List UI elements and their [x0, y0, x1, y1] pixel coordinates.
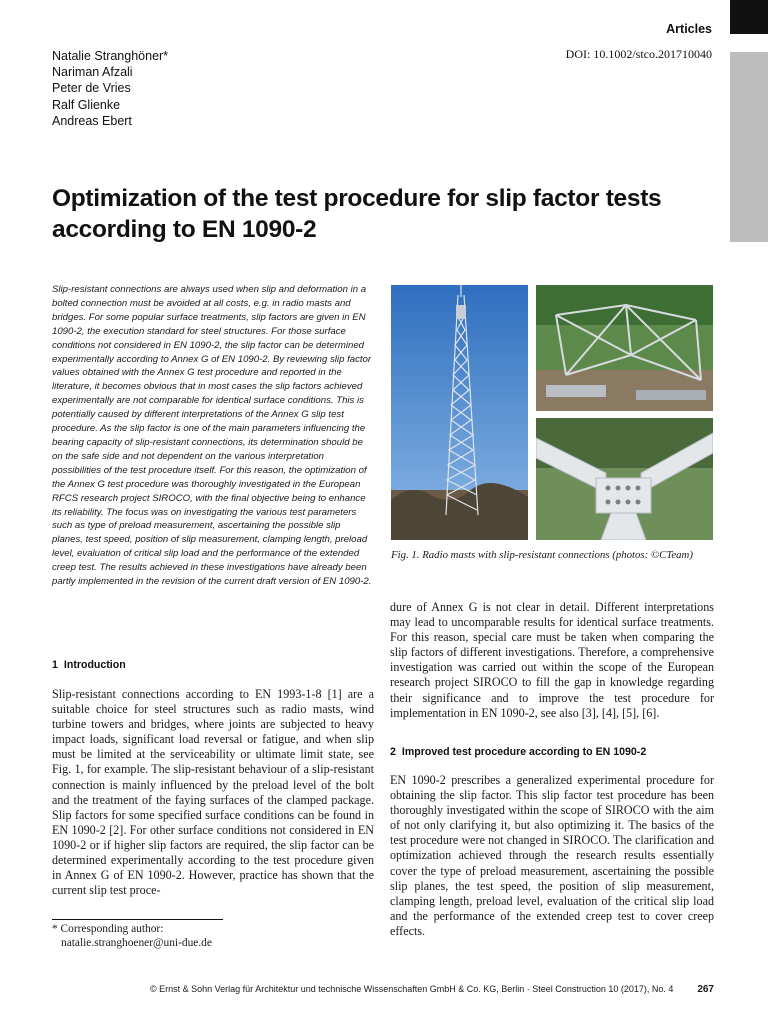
- author-name: Nariman Afzali: [52, 65, 133, 80]
- abstract: Slip-resistant connections are always used when slip and deformation in a bolted connection must be avoided at all costs, e.g. in radio masts and bridges. For some popular surface treatments, slip factors are given in EN 1090-2, the execution standard for steel structures. For those surface conditions not considered in EN 1090-2, the slip factor can be determined experimentally according to Annex G of EN 1090-2. By reviewing slip factor values obtained with the Annex G test procedure and reported in the literature, it becomes obvious that in most cases the slip factors achieved experimentally are not comparable for identical surface conditions. This is potentially caused by different interpretations of the Annex G slip test procedure. As the slip factor is one of the main parameters influencing the bearing capacity of slip-resistant connections, its determination should be on the safe side and not dependent on the various interpretation possibilities of the test procedure itself. For this reason, the optimization of the Annex G test procedure was thoroughly investigated in the European RFCS research project SIROCO, with the final objective being to enhance its reliability. The focus was on investigating the various test parameters such as type of preload measurement, ascertaining the possible slip planes, test speed, position of slip measurement, clamping length, preload level, evaluation of critical slip load and the performance of the extended creep test. The results achieved in these investigations have already been partly implemented in the revision of the current draft version of EN 1090-2.: [52, 284, 372, 588]
- section-title: Introduction: [63, 659, 126, 671]
- doi[interactable]: DOI: 10.1002/stco.201710040: [565, 47, 712, 61]
- section-title: Improved test procedure according to EN 1090-2: [401, 746, 647, 758]
- author-email[interactable]: natalie.stranghoener@uni-due.de: [61, 936, 212, 949]
- lattice-construction-photo: [536, 285, 713, 411]
- footnote: [52, 923, 212, 951]
- section-2-body: EN 1090-2 prescribes a generalized experimental procedure for obtaining the slip factor. This slip factor test procedure has been thoroughly investigated within the scope of SIROCO with the aim of not only clarifying it, but also optimizing it. The basics of the test procedure were not changed in SIROCO. The clarification and optimization achieved through the research results essentially cover the type of preload measurement, ascertaining the possible slip planes, the test speed, the position of slip measurement, clamping length, preload level, evaluation of the critical slip load and the performance of the extended creep test to cover creep effects.: [390, 773, 714, 938]
- section-2-heading: [390, 746, 646, 758]
- page-number: 267: [697, 984, 714, 995]
- joint-closeup-photo: [536, 418, 713, 540]
- corner-tab: [730, 0, 768, 34]
- section-label: Articles: [666, 22, 712, 36]
- author-list: [52, 48, 168, 129]
- author-name: Andreas Ebert: [52, 113, 132, 128]
- section-number: 2: [390, 746, 396, 758]
- footnote-label: * Corresponding author:: [52, 923, 164, 935]
- side-tab: [730, 52, 768, 242]
- article-title: Optimization of the test procedure for slip factor tests according to EN 1090-2: [52, 185, 662, 243]
- section-1-heading: [52, 659, 126, 671]
- copyright-line: © Ernst & Sohn Verlag für Architektur und technische Wissenschaften GmbH & Co. KG, Berlin · Steel Construction 10 (2017), No. 4: [150, 984, 674, 994]
- section-number: 1: [52, 659, 58, 671]
- section-1-body: Slip-resistant connections according to EN 1993-1-8 [1] are a suitable choice for steel structures such as radio masts, wind turbine towers and bridges, where joints are subjected to heavy impact loads, significant load reversal or fatigue, and when slip must be limited at the serviceability or ultimate limit state, see Fig. 1, for example. The slip-resistant behaviour of a slip-resistant connection is mainly influenced by the preload level of the bolt and the treatment of the faying surfaces of the clamped package. Slip factors for some specified surface conditions can be found in EN 1090-2 [2]. For other surface conditions not considered in EN 1090-2 or if higher slip factors are required, the slip factor can be determined experimentally according to the test procedure given in Annex G of EN 1090-2. However, practice has shown that the current slip test proce-: [52, 687, 374, 898]
- section-1-continuation: dure of Annex G is not clear in detail. Different interpretations may lead to uncomparable results for identical surface treatments. For this reason, special care must be taken when comparing the slip factors of different investigations. Therefore, a comprehensive investigation was carried out within the scope of the European research project SIROCO to fill the gap in knowledge regarding their significance and to improve the test procedure for implementation in EN 1090-2, see also [3], [4], [5], [6].: [390, 600, 714, 720]
- author-name: Peter de Vries: [52, 81, 131, 96]
- footnote-divider: [52, 919, 223, 920]
- author-name: Natalie Stranghöner*: [52, 49, 169, 63]
- radio-mast-photo: [391, 285, 528, 540]
- author-name: Ralf Glienke: [52, 97, 121, 112]
- figure-caption: Fig. 1. Radio masts with slip-resistant connections (photos: ©CTeam): [391, 549, 693, 561]
- page-footer: [150, 984, 714, 994]
